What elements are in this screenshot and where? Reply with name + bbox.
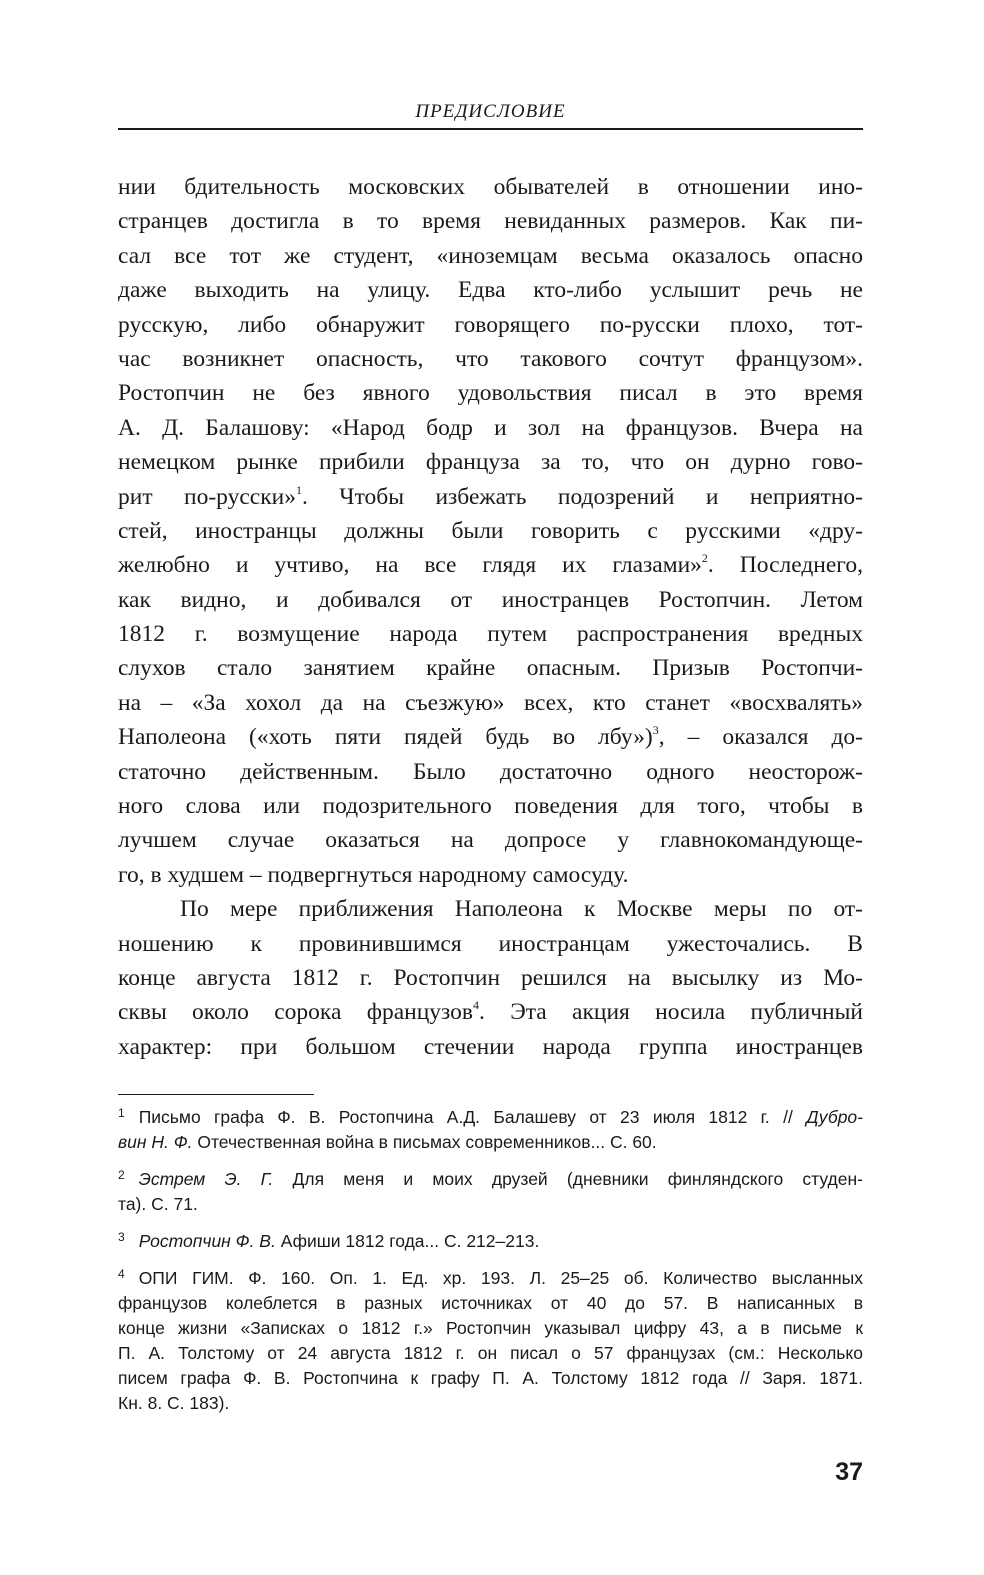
footnote-text: Отечественная война в письмах современников... С. 60. — [192, 1132, 657, 1152]
footnote-number: 1 — [118, 1106, 125, 1120]
text-segment: . Чтобы избежать подозрений и неприятно- — [301, 483, 863, 510]
page-number: 37 — [835, 1458, 863, 1486]
text-line: го, в худшем – подвергнуться народному самосуду. — [118, 861, 629, 888]
text-line: стей, иностранцы должны были говорить с русскими «дру- — [118, 517, 863, 544]
footnote-line — [118, 1101, 863, 1130]
footnote-line: та). С. 71. — [118, 1194, 198, 1214]
footnote-text: Письмо графа Ф. В. Ростопчина А.Д. Балашеву от 23 июля 1812 г. // — [138, 1107, 807, 1127]
text-line: По мере приближения Наполеона к Москве меры по от- — [180, 896, 863, 923]
footnote-1 — [118, 1101, 863, 1155]
text-segment: Наполеона («хоть пяти пядей будь во лбу») — [118, 724, 653, 751]
text-line: немецком рынке прибили француза за то, что он дурно гово- — [118, 449, 863, 476]
footnote-4 — [118, 1262, 863, 1416]
text-line: ношению к провинившимся иностранцам ужесточались. В — [118, 930, 863, 957]
text-segment: желюбно и учтиво, на все глядя их глазами» — [118, 552, 702, 579]
text-line: слухов стало занятием крайне опасным. Призыв Ростопчи- — [118, 655, 863, 682]
text-line: нии бдительность московских обывателей в отношении ино- — [118, 174, 863, 200]
running-title: ПРЕДИСЛОВИЕ — [415, 101, 566, 122]
text-line: характер: при большом стечении народа группа иностранцев — [118, 1033, 863, 1060]
text-line: лучшем случае оказаться на допросе у главнокомандующе- — [118, 827, 863, 854]
footnote-number: 4 — [118, 1267, 125, 1281]
text-line — [118, 720, 863, 754]
text-line: час возникнет опасность, что такового сочтут французом». — [118, 345, 863, 372]
text-line: А. Д. Балашову: «Народ бодр и зол на французов. Вчера на — [118, 414, 863, 441]
text-line: русскую, либо обнаружит говорящего по-русски плохо, тот- — [118, 311, 863, 338]
text-segment: , – оказался до- — [658, 724, 863, 751]
footnote-line: конце жизни «Записках о 1812 г.» Ростопчин указывал цифру 43, а в письме к — [118, 1318, 863, 1338]
footnote-author: Ростопчин Ф. В. — [138, 1231, 276, 1251]
footnotes — [118, 1101, 863, 1424]
text-line: Ростопчин не без явного удовольствия писал в это время — [118, 380, 863, 407]
text-line: ного слова или подозрительного поведения для того, чтобы в — [118, 793, 863, 820]
footnote-ref[interactable]: 1 — [295, 482, 302, 497]
footnote-text: ОПИ ГИМ. Ф. 160. Оп. 1. Ед. хр. 193. Л. 25–25 об. Количество высланных — [138, 1268, 863, 1288]
text-line: 1812 г. возмущение народа путем распространения вредных — [118, 621, 863, 648]
footnote-line: Кн. 8. С. 183). — [118, 1393, 230, 1413]
text-segment: . Последнего, — [707, 552, 863, 579]
text-line: даже выходить на улицу. Едва кто-либо услышит речь не — [118, 277, 863, 304]
footnote-line: французов колеблется в разных источниках от 40 до 57. В написанных в — [118, 1293, 863, 1313]
footnote-line — [118, 1130, 863, 1155]
main-text — [118, 170, 863, 1064]
footnote-text: Для меня и моих друзей (дневники финляндского студен- — [273, 1169, 863, 1189]
text-line: на – «За хохол да на съезжую» всех, кто станет «восхвалять» — [118, 689, 863, 716]
text-segment: сквы около сорока французов — [118, 999, 474, 1026]
footnote-author: вин Н. Ф. — [118, 1132, 193, 1152]
footnote-2 — [118, 1163, 863, 1217]
footnote-author: Эстрем Э. Г. — [138, 1169, 274, 1189]
footnote-text: Афиши 1812 года... С. 212–213. — [275, 1231, 540, 1251]
footnote-rule — [118, 1094, 314, 1095]
footnote-line — [118, 1262, 863, 1291]
text-line — [118, 480, 863, 514]
text-line: конце августа 1812 г. Ростопчин решился на высылку из Мо- — [118, 964, 863, 991]
footnote-line: писем графа Ф. В. Ростопчина к графу П. А. Толстому 1812 года // Заря. 1871. — [118, 1368, 863, 1388]
footnote-ref[interactable]: 2 — [701, 551, 708, 566]
text-segment: . Эта акция носила публичный — [479, 999, 863, 1026]
text-segment: рит по-русски» — [118, 483, 296, 510]
footnote-number: 3 — [118, 1230, 125, 1244]
footnote-line: П. А. Толстому от 24 августа 1812 г. он писал о 57 французах (см.: Несколько — [118, 1343, 863, 1363]
text-line — [118, 548, 863, 582]
text-line — [118, 995, 863, 1029]
footnote-line — [118, 1163, 863, 1192]
footnote-number: 2 — [118, 1168, 125, 1182]
footnote-line — [118, 1225, 863, 1254]
text-line: как видно, и добивался от иностранцев Ростопчин. Летом — [118, 586, 863, 613]
footnote-author: Дубро- — [806, 1107, 863, 1127]
text-line: сал все тот же студент, «иноземцам весьма оказалось опасно — [118, 242, 863, 269]
footnote-ref[interactable]: 3 — [652, 723, 659, 738]
header-rule — [118, 128, 863, 130]
footnote-ref[interactable]: 4 — [473, 998, 480, 1013]
text-line: статочно действенным. Было достаточно одного неосторож- — [118, 758, 863, 785]
footnote-3 — [118, 1225, 863, 1254]
text-line: странцев достигла в то время невиданных размеров. Как пи- — [118, 208, 863, 235]
